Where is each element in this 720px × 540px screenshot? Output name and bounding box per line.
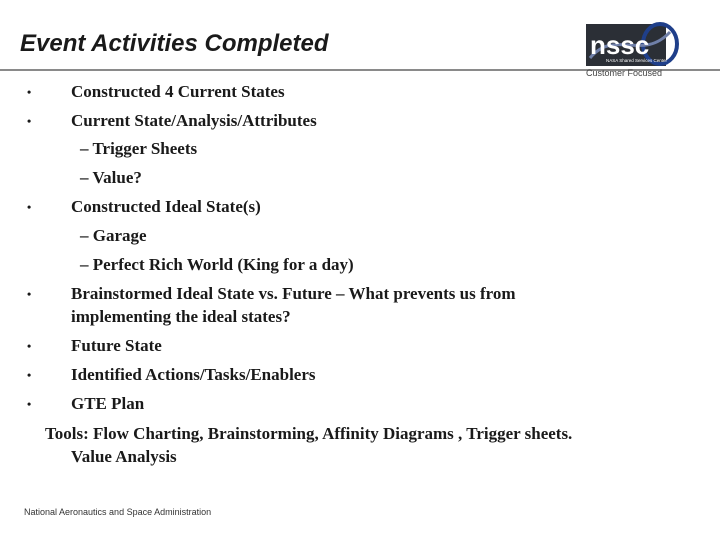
bullet-item: Identified Actions/Tasks/Enablers [71, 365, 316, 384]
sub-item: – Trigger Sheets [80, 139, 198, 158]
bullet-dot: • [27, 368, 32, 382]
bullet-dot: • [27, 200, 32, 214]
nssc-logo [580, 22, 680, 82]
bullet-dot: • [27, 85, 32, 99]
slide-title: Event Activities Completed [20, 30, 329, 57]
tools-line-continuation: Value Analysis [71, 447, 177, 466]
bullet-item: Constructed 4 Current States [71, 82, 285, 101]
bullet-dot: • [27, 397, 32, 411]
bullet-item: Constructed Ideal State(s) [71, 197, 261, 216]
logo-tagline-small: NASA Shared Services Center [606, 58, 668, 63]
tools-line: Tools: Flow Charting, Brainstorming, Affinity Diagrams , Trigger sheets. [45, 424, 573, 443]
bullet-dot: • [27, 287, 32, 301]
footer-agency-name: National Aeronautics and Space Administration [24, 507, 212, 517]
bullet-dot: • [27, 114, 32, 128]
nssc-logo-graphic [580, 22, 680, 82]
logo-caption: Customer Focused [586, 68, 663, 78]
bullet-item: GTE Plan [71, 394, 145, 413]
bullet-item: Future State [71, 336, 162, 355]
sub-item: – Garage [80, 226, 147, 245]
bullet-item: Brainstormed Ideal State vs. Future – What prevents us from [71, 284, 516, 303]
logo-wordmark: nssc [590, 30, 650, 60]
sub-item: – Value? [80, 168, 142, 187]
bullet-dot: • [27, 339, 32, 353]
bullet-item-continuation: implementing the ideal states? [71, 307, 291, 326]
bullet-item: Current State/Analysis/Attributes [71, 111, 317, 130]
sub-item: – Perfect Rich World (King for a day) [80, 255, 354, 274]
